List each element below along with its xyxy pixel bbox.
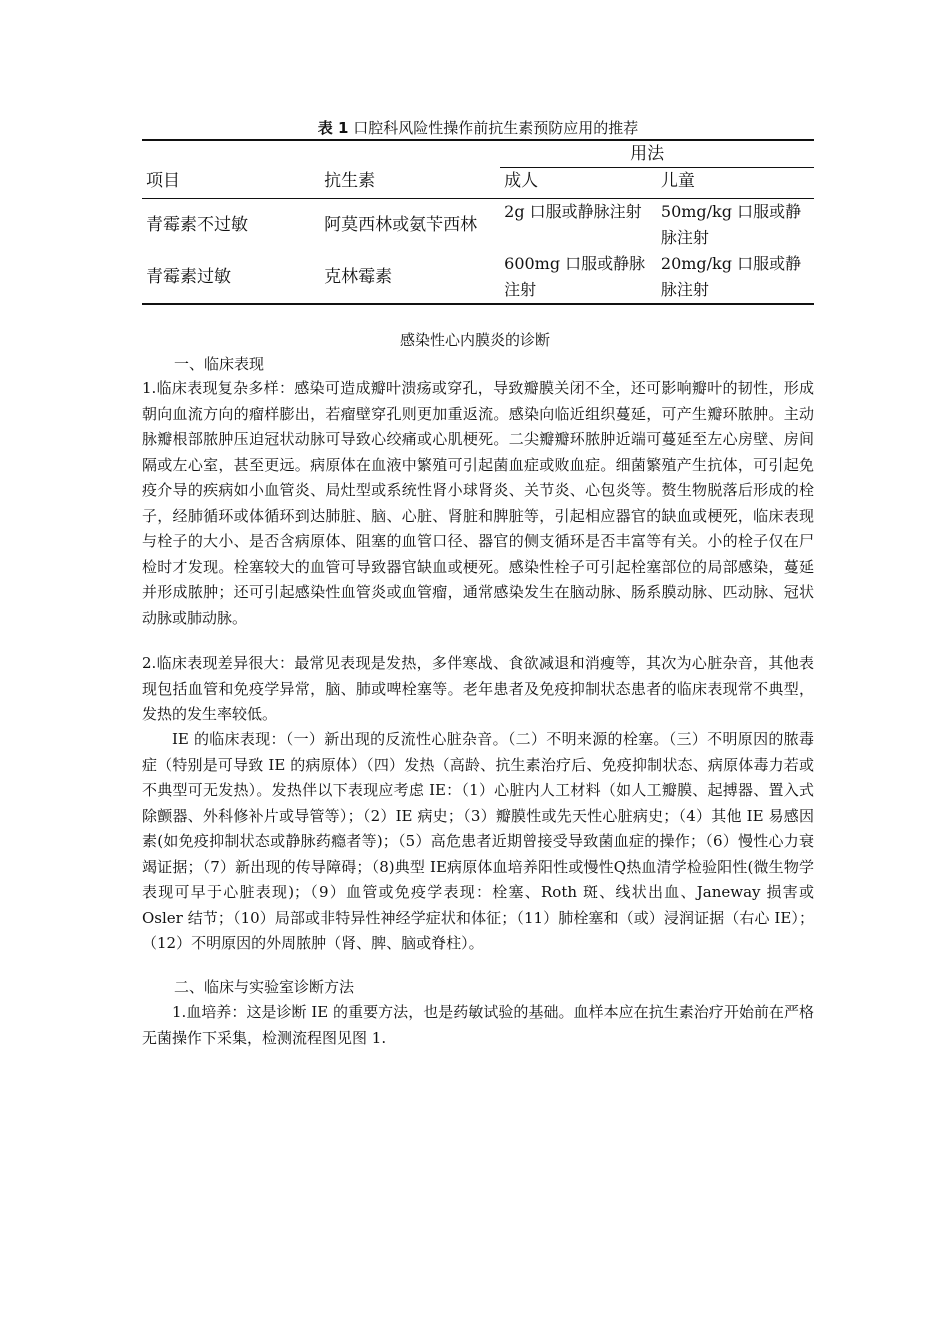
table-header-row-1 [142,140,814,168]
paragraph-4 [142,1000,814,1051]
antibiotic-recommendation-table [142,139,814,305]
paragraph-4-text: 1.血培养：这是诊断 IE 的重要方法，也是药敏试验的基础。血样本应在抗生素治疗开始前在严格无菌操作下采集，检测流程图见图 1. [142,1003,814,1047]
table-caption-text: 口腔科风险性操作前抗生素预防应用的推荐 [353,119,639,137]
table-header-row-2 [142,168,814,199]
header-child: 儿童 [657,168,814,199]
header-usage [500,140,814,168]
row-child-dose: 50mg/kg 口服或静脉注射 [660,202,802,247]
table-row [142,199,814,252]
paragraph-1 [142,376,814,631]
table-row [142,251,814,304]
heading-diagnostic-methods: 二、临床与实验室诊断方法 [174,978,355,996]
row-antibiotic: 克林霉素 [320,251,500,304]
paragraph-2-text: 2.临床表现差异很大：最常见表现是发热，多伴寒战、食欲减退和消瘦等，其次为心脏杂音，其他表现包括血管和免疫学异常，脑、肺或啤栓塞等。老年患者及免疫抑制状态患者的临床表现常不典型，发热的发生率较低。 [142,654,814,723]
paragraph-3-text: IE 的临床表现：（一）新出现的反流性心脏杂音。（二）不明来源的栓塞。（三）不明原因的脓毒症（特别是可导致 IE 的病原体）（四）发热（高龄、抗生素治疗后、免疫抑制状态、病原体毒力若或不典型可无发热）。发热伴以下表现应考虑 IE：（1）心脏内人工材料（如人工瓣膜、起搏器、置入式除颤器、外科修补片或导管等）；（2）IE 病史；（3）瓣膜性或先天性心脏病史；（4）其他 IE 易感因素(如免疫抑制状态或静脉药瘾者等)；（5）高危患者近期曾接受导致菌血症的操作；（6）慢性心力衰竭证据；（7）新出现的传导障碍；（8)典型 IE病原体血培养阳性或慢性Q热血清学检验阳性(微生物学表现可早于心脏表现)；（9）血管或免疫学表现：栓塞、Roth 斑、线状出血、Janeway 损害或 Osler 结节；（10）局部或非特异性神经学症状和体征；（11）肺栓塞和（或）浸润证据（右心 IE）；（12）不明原因的外周脓肿（肾、脾、脑或脊柱）。 [142,730,814,952]
paragraph-1-text: 1.临床表现复杂多样：感染可造成瓣叶溃疡或穿孔，导致瓣膜关闭不全，还可影响瓣叶的韧性，形成朝向血流方向的瘤样膨出，若瘤壁穿孔则更加重返流。感染向临近组织蔓延，可产生瓣环脓肿。主动脉瓣根部脓肿压迫冠状动脉可导致心绞痛或心肌梗死。二尖瓣瓣环脓肿近端可蔓延至左心房壁、房间隔或左心室，甚至更远。病原体在血液中繁殖可引起菌血症或败血症。细菌繁殖产生抗体，可引起免疫介导的疾病如小血管炎、局灶型或系统性肾小球肾炎、关节炎、心包炎等。赘生物脱落后形成的栓子，经肺循环或体循环到达肺脏、脑、心脏、肾脏和脾脏等，引起相应器官的缺血或梗死，临床表现与栓子的大小、是否含病原体、阻塞的血管口径、器官的侧支循环是否丰富等有关。小的栓子仅在尸检时才发现。栓塞较大的血管可导致器官缺血或梗死。感染性栓子可引起栓塞部位的局部感染，蔓延并形成脓肿；还可引起感染性血管炎或血管瘤，通常感染发生在脑动脉、肠系膜动脉、匹动脉、冠状动脉或肺动脉。 [142,379,814,627]
header-antibiotic: 抗生素 [320,168,500,199]
section-title: 感染性心内膜炎的诊断 [399,331,550,349]
row-item: 青霉素不过敏 [146,215,248,235]
paragraph-3 [142,727,814,957]
row-item: 青霉素过敏 [142,251,320,304]
heading-clinical-manifestations: 一、临床表现 [174,355,265,373]
header-item: 项目 [142,168,320,199]
header-adult: 成人 [500,168,657,199]
header-usage-label: 用法 [630,144,665,164]
row-child-dose: 20mg/kg 口服或静脉注射 [657,251,814,304]
row-antibiotic: 阿莫西林或氨苄西林 [324,215,478,235]
table-caption-label: 表 1 [317,119,349,137]
row-adult-dose: 600mg 口服或静脉注射 [500,251,657,304]
row-adult-dose: 2g 口服或静脉注射 [504,202,642,221]
table-caption [142,118,814,138]
paragraph-2 [142,651,814,728]
